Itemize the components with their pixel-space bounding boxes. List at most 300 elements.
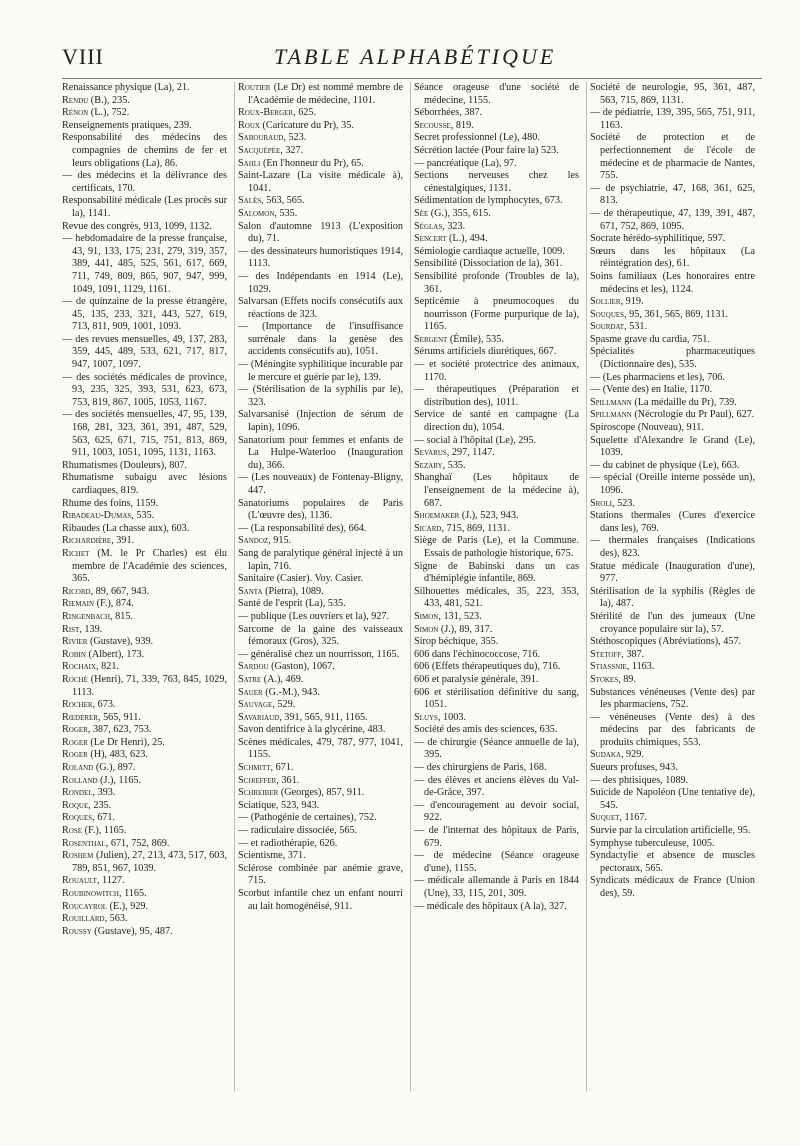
index-entry bbox=[414, 158, 579, 171]
entry-name: Sourdat bbox=[590, 321, 625, 333]
entry-text: Service de santé en campagne (La direction du), 1054. bbox=[414, 409, 579, 434]
index-entry bbox=[590, 838, 755, 851]
index-column-3 bbox=[414, 82, 579, 913]
index-column-1 bbox=[62, 82, 227, 938]
index-entry bbox=[590, 687, 755, 712]
entry-text: , 89, 667, 943. bbox=[90, 585, 150, 597]
entry-name: Stiassnie bbox=[590, 661, 627, 673]
entry-text: Soins familiaux (Les honoraires entre médecins et les), 1124. bbox=[590, 270, 755, 295]
index-entry bbox=[414, 170, 579, 195]
entry-text: (Gaston), 1067. bbox=[268, 661, 335, 673]
entry-name: Rénon bbox=[62, 107, 89, 119]
index-entry bbox=[590, 812, 755, 825]
entry-name: Simon bbox=[414, 610, 439, 622]
entry-text: Rhumatismes (Douleurs), 807. bbox=[62, 459, 188, 471]
index-entry bbox=[238, 825, 403, 838]
entry-text: Substances vénéneuses (Vente des) par les pharmaciens, 752. bbox=[590, 686, 755, 711]
index-entry bbox=[238, 132, 403, 145]
entry-text: , 815. bbox=[110, 610, 133, 622]
index-entry bbox=[238, 863, 403, 888]
entry-text: — pancréatique (La), 97. bbox=[414, 157, 517, 169]
entry-text: — (Les pharmaciens et les), 706. bbox=[590, 371, 725, 383]
entry-text: , 361. bbox=[276, 774, 300, 786]
index-entry bbox=[590, 321, 755, 334]
index-entry bbox=[62, 674, 227, 699]
entry-name: Rosenthal bbox=[62, 837, 106, 849]
page-header bbox=[62, 44, 762, 76]
entry-name: Roussy bbox=[62, 925, 92, 937]
entry-name: Suquet bbox=[590, 812, 620, 824]
index-entry bbox=[590, 586, 755, 611]
entry-text: Société de protection et de perfectionnement de l'école de médecine et de pharmacie de Nantes, 755. bbox=[590, 132, 755, 182]
index-entry bbox=[590, 208, 755, 233]
index-entry bbox=[590, 271, 755, 296]
entry-name: Sée bbox=[414, 207, 429, 219]
entry-text: 606 et paralysie générale, 391. bbox=[414, 673, 539, 685]
entry-name: Sluys bbox=[414, 711, 438, 723]
entry-text: , 391, 565, 911, 1165. bbox=[279, 711, 368, 723]
entry-text: Saint-Lazare (La visite médicale à), 1041. bbox=[238, 170, 403, 194]
entry-name: Rolland bbox=[62, 774, 98, 786]
entry-name: Roux-Berger bbox=[238, 107, 294, 119]
index-entry bbox=[62, 636, 227, 649]
index-entry bbox=[414, 649, 579, 662]
index-entry bbox=[590, 850, 755, 875]
entry-text: Symphyse tuberculeuse, 1005. bbox=[590, 837, 715, 849]
index-entry bbox=[414, 221, 579, 234]
entry-text: — des dessinateurs humoristiques 1914, 1113. bbox=[238, 245, 403, 270]
index-columns bbox=[62, 82, 770, 1112]
entry-name: Rouillard bbox=[62, 913, 105, 925]
index-entry bbox=[62, 498, 227, 511]
entry-text: Sang de paralytique général injecté à un lapin, 716. bbox=[238, 547, 403, 572]
column-divider bbox=[234, 82, 235, 1092]
entry-text: (Le Dr) est nommé membre de l'Académie de médecine, 1101. bbox=[248, 82, 403, 106]
entry-text: Stéthoscopiques (Abréviations), 457. bbox=[590, 636, 742, 648]
entry-text: Salon d'automne 1913 (L'exposition du), 71. bbox=[238, 220, 403, 245]
index-entry bbox=[414, 674, 579, 687]
index-entry bbox=[590, 749, 755, 762]
index-entry bbox=[238, 888, 403, 913]
index-entry bbox=[238, 158, 403, 171]
index-entry bbox=[62, 170, 227, 195]
entry-text: , 529. bbox=[272, 699, 296, 711]
entry-text: Sirop béchique, 355. bbox=[414, 636, 499, 648]
index-entry bbox=[62, 825, 227, 838]
entry-name: Sauer bbox=[238, 686, 263, 698]
index-entry bbox=[414, 409, 579, 434]
entry-text: , 139. bbox=[79, 623, 103, 635]
entry-text: Sécrétion lactée (Pour faire la) 523. bbox=[414, 144, 559, 156]
entry-text: Société des amis des sciences, 635. bbox=[414, 724, 558, 736]
entry-text: — (Importance de l'insuffisance surrénale dans la genèse des accidents consécutifs au), 1051. bbox=[238, 321, 403, 358]
index-entry bbox=[62, 510, 227, 523]
index-entry bbox=[238, 296, 403, 321]
index-entry bbox=[62, 409, 227, 459]
entry-text: — de psychiatrie, 47, 168, 361, 625, 813. bbox=[590, 182, 755, 207]
index-entry bbox=[414, 636, 579, 649]
entry-text: 606 et stérilisation définitive du sang, 1051. bbox=[414, 686, 579, 711]
entry-text: , 387, 623, 753. bbox=[87, 724, 152, 736]
index-entry bbox=[590, 775, 755, 788]
index-entry bbox=[590, 674, 755, 687]
index-entry bbox=[238, 611, 403, 624]
index-entry bbox=[238, 649, 403, 662]
entry-name: Ringenbach bbox=[62, 610, 111, 622]
entry-text: , 391. bbox=[111, 535, 135, 547]
entry-text: — de l'internat des hôpitaux de Paris, 679. bbox=[414, 825, 579, 849]
entry-text: , 235. bbox=[88, 799, 112, 811]
index-entry bbox=[62, 737, 227, 750]
entry-text: Septicémie à pneumocoques du nourrisson (Forme purpurique de la), 1165. bbox=[414, 296, 579, 333]
index-entry bbox=[238, 498, 403, 523]
entry-text: Spasme grave du cardia, 751. bbox=[590, 333, 710, 345]
entry-text: Syndactylie et absence de muscles pectoraux, 565. bbox=[590, 850, 755, 874]
entry-name: Roger bbox=[62, 749, 88, 761]
entry-name: Séglas bbox=[414, 220, 443, 232]
entry-name: Routier bbox=[238, 82, 271, 93]
entry-name: Savariaud bbox=[238, 711, 280, 723]
index-entry bbox=[238, 838, 403, 851]
entry-text: , 1167. bbox=[619, 812, 648, 824]
index-entry bbox=[238, 120, 403, 133]
entry-text: (B.), 235. bbox=[88, 94, 130, 106]
entry-text: , 671, 752, 869. bbox=[105, 837, 170, 849]
entry-text: Ribaudes (La chasse aux), 603. bbox=[62, 522, 190, 534]
entry-text: Salvarsanisé (Injection de sérum de lapin), 1096. bbox=[238, 409, 403, 434]
index-entry bbox=[414, 346, 579, 359]
entry-text: Sœurs dans les hôpitaux (La réintégration des), 61. bbox=[590, 245, 755, 270]
entry-name: Satre bbox=[238, 673, 262, 685]
entry-text: (Julien), 27, 213, 473, 517, 603, 789, 851, 967, 1039. bbox=[72, 850, 227, 874]
entry-text: , 531. bbox=[624, 321, 647, 333]
entry-text: — de quinzaine de la presse étrangère, 45, 135, 233, 321, 443, 527, 619, 713, 811, 909, 1001, 1093. bbox=[62, 296, 227, 333]
index-entry bbox=[62, 82, 227, 95]
index-entry bbox=[62, 913, 227, 926]
entry-text: Sensibilité (Dissociation de la), 361. bbox=[414, 258, 563, 270]
index-entry bbox=[414, 586, 579, 611]
index-entry bbox=[414, 661, 579, 674]
entry-text: , 535. bbox=[442, 459, 466, 471]
index-entry bbox=[414, 460, 579, 473]
index-entry bbox=[590, 636, 755, 649]
column-divider bbox=[586, 82, 587, 1092]
entry-name: Stokes bbox=[590, 673, 619, 685]
entry-name: Sandoz bbox=[238, 535, 269, 547]
entry-text: — hebdomadaire de la presse française, 43, 91, 133, 175, 231, 279, 319, 357, 389, 441, 485, 525, 561, 617, 669, 711, 749, 809, 865, 907, 947, 999, 1049, 1091, 1129, 1161. bbox=[62, 233, 227, 295]
index-entry bbox=[414, 762, 579, 775]
entry-text: , 563. bbox=[104, 913, 128, 925]
entry-text: Sédimentation de lymphocytes, 673. bbox=[414, 195, 563, 207]
entry-text: Sanatoriums populaires de Paris (L'œuvre des), 1136. bbox=[238, 497, 403, 522]
entry-text: — des sociétés médicales de province, 93, 235, 325, 393, 531, 623, 673, 753, 819, 867, 1005, 1053, 1167. bbox=[62, 371, 227, 408]
index-entry bbox=[414, 561, 579, 586]
entry-text: Responsabilité médicale (Les procès sur la), 1141. bbox=[62, 195, 227, 219]
index-entry bbox=[414, 145, 579, 158]
entry-text: — des élèves et anciens élèves du Val-de-Grâce, 397. bbox=[414, 774, 579, 799]
entry-name: Robin bbox=[62, 648, 86, 660]
entry-text: Revue des congrès, 913, 1099, 1132. bbox=[62, 220, 212, 232]
entry-text: , 323. bbox=[442, 220, 466, 232]
entry-name: Riemain bbox=[62, 598, 95, 610]
index-entry bbox=[414, 825, 579, 850]
column-divider bbox=[410, 82, 411, 1092]
entry-name: Rendu bbox=[62, 94, 89, 106]
index-entry bbox=[414, 296, 579, 334]
index-entry bbox=[590, 762, 755, 775]
entry-text: — d'encouragement au devoir social, 922. bbox=[414, 799, 579, 824]
index-entry bbox=[62, 107, 227, 120]
page-number: VIII bbox=[62, 44, 104, 69]
entry-text: , 1165. bbox=[118, 888, 147, 899]
index-entry bbox=[414, 258, 579, 271]
entry-text: Spiroscope (Nouveau), 911. bbox=[590, 422, 704, 434]
entry-text: Scorbut infantile chez un enfant nourri au lait homogénéisé, 911. bbox=[238, 888, 403, 912]
entry-text: , 673. bbox=[92, 699, 116, 711]
entry-text: , 671. bbox=[92, 812, 116, 824]
entry-text: (J.), 1165. bbox=[97, 774, 142, 786]
entry-text: Sémiologie cardiaque actuelle, 1009. bbox=[414, 245, 565, 257]
index-entry bbox=[414, 712, 579, 725]
index-entry bbox=[62, 850, 227, 875]
index-entry bbox=[238, 737, 403, 762]
entry-name: Sezary bbox=[414, 459, 443, 471]
entry-name: Sardou bbox=[238, 661, 269, 673]
entry-text: — publique (Les ouvriers et la), 927. bbox=[238, 610, 390, 622]
entry-name: Rose bbox=[62, 825, 83, 837]
page-title: TABLE ALPHABÉTIQUE bbox=[274, 44, 557, 69]
index-entry bbox=[62, 712, 227, 725]
index-entry bbox=[590, 409, 755, 422]
entry-text: (L.), 752. bbox=[88, 107, 130, 119]
index-entry bbox=[238, 145, 403, 158]
index-entry bbox=[590, 712, 755, 750]
index-entry bbox=[590, 296, 755, 309]
index-entry bbox=[62, 233, 227, 296]
entry-name: Roque bbox=[62, 799, 89, 811]
entry-text: , 929. bbox=[620, 749, 644, 761]
entry-text: , 915. bbox=[268, 535, 292, 547]
index-entry bbox=[238, 850, 403, 863]
index-entry bbox=[238, 548, 403, 573]
entry-text: (Albert), 173. bbox=[85, 648, 145, 660]
entry-text: — des Indépendants en 1914 (Le), 1029. bbox=[238, 270, 403, 295]
entry-text: (M. le Pr Charles) est élu membre de l'Académie des sciences, 365. bbox=[72, 547, 227, 585]
index-entry bbox=[62, 699, 227, 712]
index-entry bbox=[414, 208, 579, 221]
index-entry bbox=[590, 661, 755, 674]
entry-name: Rœderer bbox=[62, 711, 98, 723]
entry-name: Roux bbox=[238, 119, 260, 131]
entry-text: , 821. bbox=[96, 661, 119, 673]
entry-name: Sacquépée bbox=[238, 144, 281, 156]
entry-text: Statue médicale (Inauguration d'une), 977. bbox=[590, 560, 755, 585]
entry-text: , 563, 565. bbox=[261, 195, 305, 207]
entry-text: , 297, 1147. bbox=[446, 447, 495, 459]
index-entry bbox=[62, 611, 227, 624]
entry-text: Santé de l'esprit (La), 535. bbox=[238, 598, 346, 610]
entry-text: Scientisme, 371. bbox=[238, 850, 306, 862]
index-entry bbox=[62, 535, 227, 548]
entry-name: Schmitt bbox=[238, 762, 271, 774]
index-entry bbox=[414, 472, 579, 510]
index-entry bbox=[590, 561, 755, 586]
entry-text: , 671. bbox=[270, 762, 294, 774]
index-entry bbox=[238, 435, 403, 473]
index-entry bbox=[590, 183, 755, 208]
index-entry bbox=[238, 674, 403, 687]
index-entry bbox=[414, 775, 579, 800]
entry-text: , 131, 523. bbox=[438, 610, 482, 622]
entry-text: — thérapeutiques (Préparation et distribution des), 1011. bbox=[414, 384, 579, 408]
index-entry bbox=[590, 460, 755, 473]
entry-text: — thermales françaises (Indications des), 823. bbox=[590, 535, 755, 559]
index-entry bbox=[238, 359, 403, 384]
index-entry bbox=[590, 498, 755, 511]
entry-text: (Caricature du Pr), 35. bbox=[259, 119, 354, 131]
entry-name: Sevarus bbox=[414, 447, 447, 459]
index-entry bbox=[238, 271, 403, 296]
entry-text: (En l'honneur du Pr), 65. bbox=[260, 157, 364, 169]
index-entry bbox=[62, 749, 227, 762]
entry-text: — des revues mensuelles, 49, 137, 283, 359, 445, 489, 533, 621, 717, 817, 947, 1007, 1097. bbox=[62, 333, 227, 371]
entry-text: (H), 483, 623. bbox=[87, 749, 148, 761]
entry-text: Stérilité de l'un des jumeaux (Une croyance populaire sur la), 57. bbox=[590, 610, 755, 635]
entry-text: — spécial (Oreille interne possède un), 1096. bbox=[590, 472, 755, 496]
index-entry bbox=[238, 787, 403, 800]
index-entry bbox=[414, 624, 579, 637]
entry-text: — des phtisiques, 1089. bbox=[590, 774, 689, 786]
index-entry bbox=[62, 195, 227, 220]
index-entry bbox=[62, 296, 227, 334]
entry-name: Secousse bbox=[414, 119, 451, 131]
index-entry bbox=[238, 573, 403, 586]
entry-text: Rhume des foins, 1159. bbox=[62, 497, 159, 509]
entry-text: Squelette d'Alexandre le Grand (Le), 1039. bbox=[590, 434, 755, 459]
entry-name: Sroli bbox=[590, 497, 612, 509]
entry-text: , 387. bbox=[621, 648, 645, 660]
index-entry bbox=[238, 775, 403, 788]
index-entry bbox=[590, 472, 755, 497]
entry-text: Sclérose combinée par anémie grave, 715. bbox=[238, 862, 403, 887]
entry-text: Stations thermales (Cures d'exercice dans les), 769. bbox=[590, 510, 755, 534]
index-entry bbox=[62, 724, 227, 737]
index-entry bbox=[238, 195, 403, 208]
index-entry bbox=[414, 384, 579, 409]
header-rule bbox=[62, 78, 762, 79]
entry-name: Roland bbox=[62, 762, 94, 774]
entry-text: Siège de Paris (Le), et la Commune. Essais de pathologie historique, 675. bbox=[414, 535, 579, 559]
index-entry bbox=[238, 82, 403, 107]
index-entry bbox=[62, 762, 227, 775]
entry-text: Renseignements pratiques, 239. bbox=[62, 119, 192, 131]
index-entry bbox=[62, 661, 227, 674]
index-entry bbox=[238, 586, 403, 599]
entry-name: Sudaka bbox=[590, 749, 621, 761]
entry-name: Roubinowitch bbox=[62, 888, 119, 899]
entry-text: — médicale des hôpitaux (A la), 327. bbox=[414, 900, 567, 912]
index-entry bbox=[414, 611, 579, 624]
index-entry bbox=[62, 472, 227, 497]
entry-text: Socrate hérédo-syphilitique, 597. bbox=[590, 233, 726, 245]
entry-text: — et société protectrice des animaux, 1170. bbox=[414, 359, 579, 383]
index-entry bbox=[590, 787, 755, 812]
index-entry bbox=[414, 447, 579, 460]
index-entry bbox=[62, 624, 227, 637]
entry-text: Responsabilité des médecins des compagnies de chemins de fer et leurs obligations (La), 86. bbox=[62, 132, 227, 169]
entry-name: Rivier bbox=[62, 636, 88, 648]
entry-text: (Émile), 535. bbox=[447, 333, 504, 345]
entry-text: (Pietra), 1089. bbox=[262, 585, 324, 597]
index-entry bbox=[414, 246, 579, 259]
index-entry bbox=[414, 132, 579, 145]
index-entry bbox=[414, 535, 579, 560]
index-entry bbox=[62, 132, 227, 170]
entry-name: Roques bbox=[62, 812, 93, 824]
index-entry bbox=[414, 737, 579, 762]
entry-text: — (La responsabilité des), 664. bbox=[238, 522, 367, 534]
index-entry bbox=[62, 120, 227, 133]
entry-text: — de thérapeutique, 47, 139, 391, 487, 671, 752, 869, 1095. bbox=[590, 207, 755, 232]
index-entry bbox=[62, 548, 227, 586]
entry-text: Renaissance physique (La), 21. bbox=[62, 82, 190, 93]
index-entry bbox=[590, 649, 755, 662]
index-entry bbox=[238, 762, 403, 775]
index-entry bbox=[238, 384, 403, 409]
entry-text: (Georges), 857, 911. bbox=[278, 787, 365, 799]
entry-text: Sanitaire (Casier). Voy. Casier. bbox=[238, 573, 364, 585]
entry-text: — (Pathogénie de certaines), 752. bbox=[238, 812, 377, 824]
entry-text: (Nécrologie du Pr Paul), 627. bbox=[631, 409, 755, 421]
entry-text: Suicide de Napoléon (Une tentative de), 545. bbox=[590, 787, 755, 811]
entry-name: Roshem bbox=[62, 850, 94, 862]
entry-text: , 919. bbox=[620, 296, 644, 308]
index-entry bbox=[590, 422, 755, 435]
index-entry bbox=[590, 309, 755, 322]
index-entry bbox=[62, 586, 227, 599]
index-entry bbox=[414, 233, 579, 246]
entry-text: — généralisé chez un nourrisson, 1165. bbox=[238, 648, 400, 660]
index-entry bbox=[414, 901, 579, 914]
entry-text: — radiculaire dissociée, 565. bbox=[238, 825, 358, 837]
entry-name: Rocher bbox=[62, 699, 93, 711]
entry-text: , 523. bbox=[612, 497, 635, 509]
index-entry bbox=[590, 334, 755, 347]
entry-text: Signe de Babinski dans un cas d'hémiplégie infantile, 869. bbox=[414, 560, 579, 585]
index-entry bbox=[62, 372, 227, 410]
index-entry bbox=[590, 397, 755, 410]
index-entry bbox=[238, 624, 403, 649]
entry-text: (F.), 874. bbox=[94, 598, 134, 610]
entry-text: Sanatorium pour femmes et enfants de La Hulpe-Waterloo (Inauguration du), 366. bbox=[238, 434, 403, 471]
entry-name: Sahli bbox=[238, 157, 261, 169]
index-entry bbox=[238, 687, 403, 700]
index-entry bbox=[414, 82, 579, 107]
entry-text: , 1127. bbox=[96, 875, 125, 887]
entry-text: — (Stérilisation de la syphilis par le), 323. bbox=[238, 384, 403, 408]
entry-text: (F.), 1165. bbox=[82, 825, 127, 837]
index-entry bbox=[62, 775, 227, 788]
entry-text: — vénéneuses (Vente des) à des médecins par des fabricants de produits chimiques, 553. bbox=[590, 711, 755, 748]
entry-text: Sciatique, 523, 943. bbox=[238, 799, 320, 811]
entry-text: Sensibilité profonde (Troubles de la), 361. bbox=[414, 270, 579, 295]
index-entry bbox=[590, 346, 755, 371]
entry-text: (Le Dr Henri), 25. bbox=[87, 736, 165, 748]
entry-text: Sérums artificiels diurétiques, 667. bbox=[414, 346, 557, 358]
entry-text: Syndicats médicaux de France (Union des), 59. bbox=[590, 875, 755, 899]
index-entry bbox=[62, 800, 227, 813]
index-entry bbox=[414, 435, 579, 448]
